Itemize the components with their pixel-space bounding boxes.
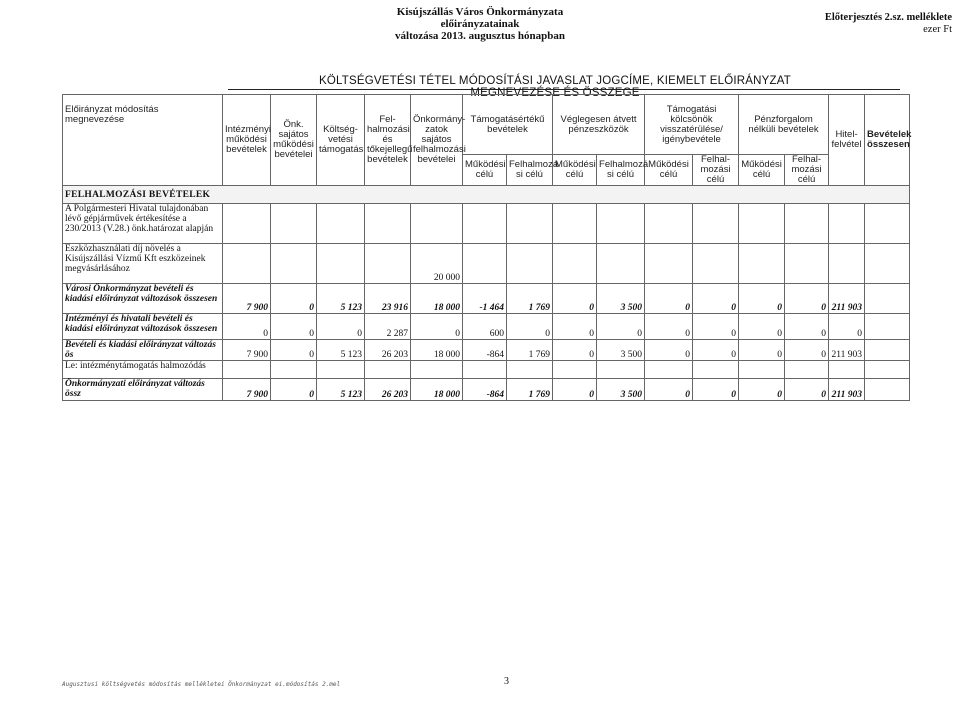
row-label: Városi Önkormányzat bevételi és kiadási előirányzat változások összesen [63,284,223,314]
table-row [63,340,910,361]
cell-value: 0 [785,379,829,401]
col-header-description: Előirányzat módosítás megnevezése [63,95,223,186]
cell-value: 0 [693,379,739,401]
cell-value [553,244,597,284]
col-header-municipal-operating: Önk. sajátos működési bevételei [271,95,317,186]
cell-value: 0 [597,314,645,340]
col-header-municipal-capital: Önkormány-zatok sajátos felhalmozási bevételei [411,95,463,186]
cell-value: 0 [271,284,317,314]
cell-value: 0 [693,284,739,314]
cell-value [223,204,271,244]
cell-value: 3 500 [597,284,645,314]
cell-value: 0 [553,379,597,401]
cell-value: 0 [739,284,785,314]
cell-value: 0 [739,340,785,361]
cell-value [693,204,739,244]
cell-value [865,244,910,284]
footer-file-path: Augusztusi költségvetés módosítás mellékletei Önkormányzat ei.módosítás 2.mel [62,681,341,688]
unit-label: ezer Ft [923,24,952,35]
attachment-reference: Előterjesztés 2.sz. melléklete [824,12,952,23]
cell-value [785,204,829,244]
document-header [0,6,960,42]
sub-header-operating: Működési célú [553,155,597,186]
cell-value [597,361,645,379]
cell-value [223,361,271,379]
cell-value: 0 [271,379,317,401]
cell-value: 3 500 [597,379,645,401]
cell-value [693,244,739,284]
col-header-borrowing: Hitel-felvétel [829,95,865,186]
row-label: Bevételi és kiadási előirányzat változás ös [63,340,223,361]
row-label: Önkormányzati előirányzat változás össz [63,379,223,401]
row-label: Intézményi és hivatali bevételi és kiadási előirányzat változások összesen [63,314,223,340]
cell-value: 7 900 [223,284,271,314]
header-line-2: előirányzatainak [440,18,520,30]
cell-value [785,361,829,379]
cell-value: 1 769 [507,379,553,401]
cell-value [223,244,271,284]
cell-value: 0 [739,314,785,340]
cell-value: 0 [553,340,597,361]
cell-value: 0 [693,340,739,361]
cell-value: 0 [645,314,693,340]
cell-value: 18 000 [411,340,463,361]
cell-value: 0 [271,314,317,340]
cell-value: 5 123 [317,379,365,401]
cell-value [597,204,645,244]
cell-value [365,204,411,244]
table-row [63,204,910,244]
cell-value [317,361,365,379]
cell-value [411,361,463,379]
cell-value: 5 123 [317,340,365,361]
cell-value: 0 [271,340,317,361]
cell-value: 2 287 [365,314,411,340]
cell-value [507,204,553,244]
cell-value: 23 916 [365,284,411,314]
cell-value: -864 [463,379,507,401]
col-header-budget-support: Költség-vetési támogatás [317,95,365,186]
cell-value: 0 [645,340,693,361]
col-group-grant-revenue: Támogatásértékű bevételek [463,95,553,155]
sub-header-operating: Működési célú [739,155,785,186]
cell-value: 0 [223,314,271,340]
cell-value: 18 000 [411,284,463,314]
cell-value: 0 [507,314,553,340]
cell-value: 0 [693,314,739,340]
row-label: Le: intézménytámogatás halmozódás [63,361,223,379]
cell-value [739,244,785,284]
cell-value: 0 [553,314,597,340]
cell-value: 0 [645,284,693,314]
cell-value: 0 [553,284,597,314]
row-label: A Polgármesteri Hivatal tulajdonában lévő gépjárművek értékesítése a 230/2013 (V.28.) önk.határozat alapján [63,204,223,244]
cell-value: 0 [411,314,463,340]
col-header-capital-revenue: Fel-halmozási és tőkejellegű bevételek [365,95,411,186]
cell-value: 3 500 [597,340,645,361]
cell-value: 5 123 [317,284,365,314]
cell-value [865,340,910,361]
col-group-loan-repayment: Támogatási kölcsönök visszatérülése/ igénybevétele [645,95,739,155]
cell-value [829,204,865,244]
header-line-3: változása 2013. augusztus hónapban [395,30,565,42]
col-header-institutional-operating: Intézményi működési bevételek [223,95,271,186]
cell-value [865,314,910,340]
table-row [63,284,910,314]
cell-value [829,244,865,284]
cell-value: 20 000 [411,244,463,284]
table-row [63,361,910,379]
sub-header-capital: Felhal-mozási célú [693,155,739,186]
row-label: Eszközhasználati díj növelés a Kisújszállási Vízmű Kft eszközeinek megvásárlásához [63,244,223,284]
title-divider [228,89,900,90]
cell-value: 7 900 [223,340,271,361]
table-row [63,379,910,401]
budget-table [62,94,910,401]
cell-value [597,244,645,284]
cell-value [365,361,411,379]
cell-value [865,284,910,314]
cell-value [739,204,785,244]
cell-value [645,361,693,379]
cell-value [317,204,365,244]
cell-value [507,361,553,379]
cell-value: -1 464 [463,284,507,314]
cell-value [865,379,910,401]
sub-header-capital: Felhalmozá si célú [507,155,553,186]
sub-header-operating: Működési célú [645,155,693,186]
cell-value: 18 000 [411,379,463,401]
table-body [63,204,910,401]
cell-value [693,361,739,379]
cell-value: 1 769 [507,340,553,361]
cell-value [739,361,785,379]
cell-value [463,244,507,284]
table-row [63,314,910,340]
cell-value: -864 [463,340,507,361]
cell-value [865,361,910,379]
cell-value: 0 [739,379,785,401]
cell-value: 211 903 [829,284,865,314]
cell-value: 0 [785,340,829,361]
page-number: 3 [504,676,509,687]
sub-header-operating: Működési célú [463,155,507,186]
sub-header-capital: Felhalmozá si célú [597,155,645,186]
sub-header-capital: Felhal-mozási célú [785,155,829,186]
cell-value: 0 [829,314,865,340]
cell-value [865,204,910,244]
cell-value [317,244,365,284]
cell-value: 7 900 [223,379,271,401]
cell-value [645,204,693,244]
cell-value [463,204,507,244]
cell-value [271,244,317,284]
cell-value: 0 [785,314,829,340]
cell-value: 0 [785,284,829,314]
cell-value [365,244,411,284]
cell-value [507,244,553,284]
table-row [63,244,910,284]
cell-value: 0 [645,379,693,401]
cell-value [463,361,507,379]
section-heading: FELHALMOZÁSI BEVÉTELEK [63,186,910,204]
cell-value [645,244,693,284]
cell-value [553,361,597,379]
cell-value: 600 [463,314,507,340]
cell-value: 26 203 [365,379,411,401]
cell-value [411,204,463,244]
cell-value [785,244,829,284]
cell-value: 1 769 [507,284,553,314]
col-group-noncash-revenue: Pénzforgalom nélküli bevételek [739,95,829,155]
cell-value: 211 903 [829,340,865,361]
cell-value [271,204,317,244]
cell-value [829,361,865,379]
cell-value [553,204,597,244]
cell-value: 211 903 [829,379,865,401]
header-line-1: Kisújszállás Város Önkormányzata [396,6,564,18]
table-title: KÖLTSÉGVETÉSI TÉTEL MÓDOSÍTÁSI JAVASLAT JOGCÍME, KIEMELT ELŐIRÁNYZAT MEGNEVEZÉSE ÉS ÖSSZEGE [319,75,791,99]
cell-value: 26 203 [365,340,411,361]
cell-value: 0 [317,314,365,340]
document-reference [825,12,952,36]
cell-value [271,361,317,379]
col-group-transferred-funds: Véglegesen átvett pénzeszközök [553,95,645,155]
col-header-total: Bevételek összesen [865,95,910,186]
